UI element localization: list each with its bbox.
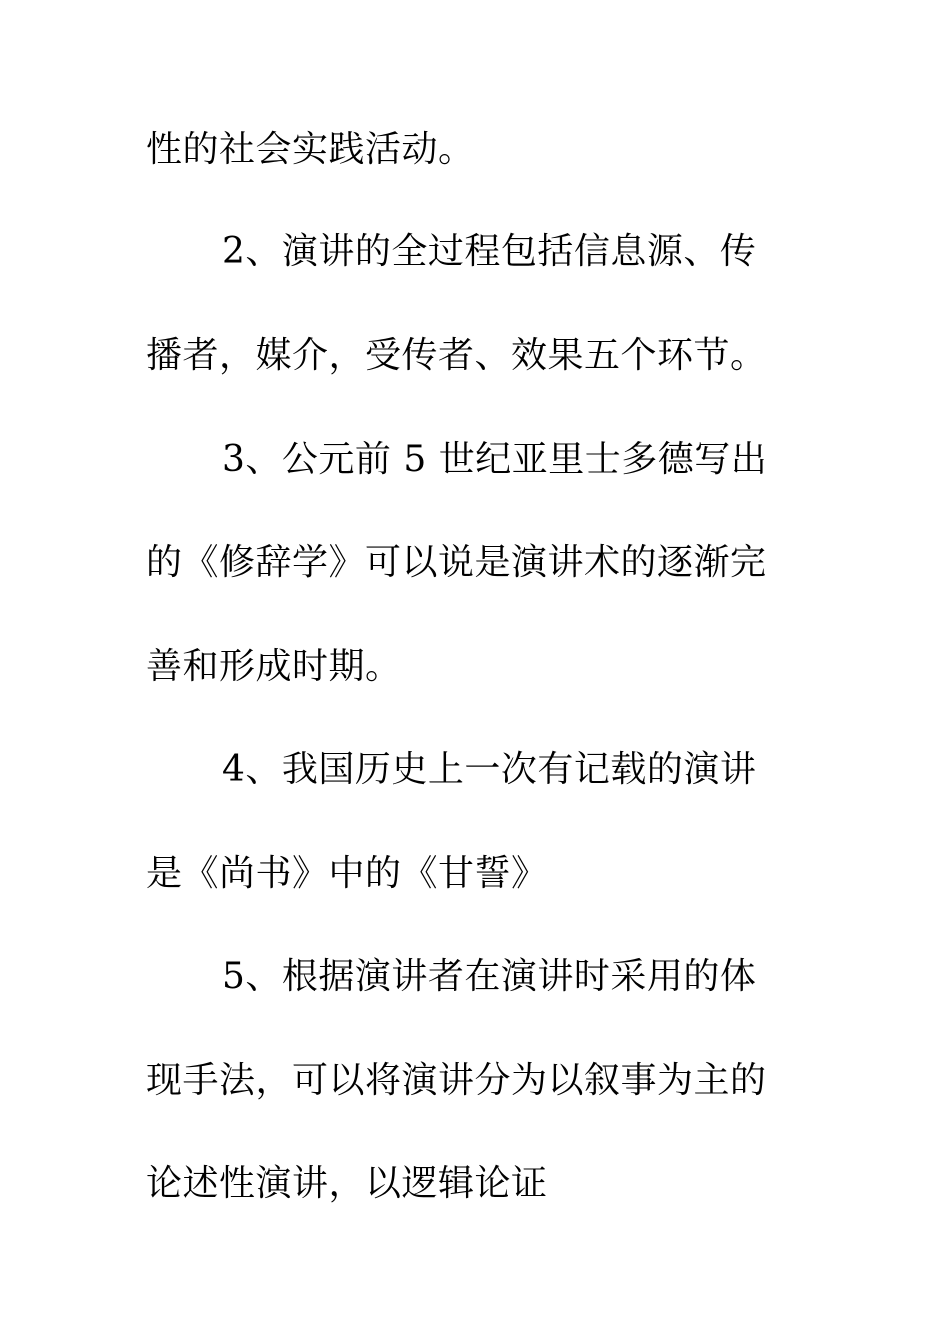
text-line: 2、演讲的全过程包括信息源、传 [222,231,757,272]
text-line: 现手法，可以将演讲分为以叙事为主的 [146,1060,767,1101]
text-line: 的《修辞学》可以说是演讲术的逐渐完 [146,542,767,583]
text-line: 3、公元前 5 世纪亚里士多德写出 [222,439,768,480]
text-line: 论述性演讲，以逻辑论证 [146,1163,548,1204]
text-line: 善和形成时期。 [146,646,402,687]
text-line: 播者，媒介，受传者、效果五个环节。 [146,335,767,376]
text-line: 4、我国历史上一次有记载的演讲 [222,749,757,790]
text-line: 性的社会实践活动。 [146,129,475,170]
text-line: 是《尚书》中的《甘誓》 [146,853,548,894]
text-line: 5、根据演讲者在演讲时采用的体 [222,956,757,997]
